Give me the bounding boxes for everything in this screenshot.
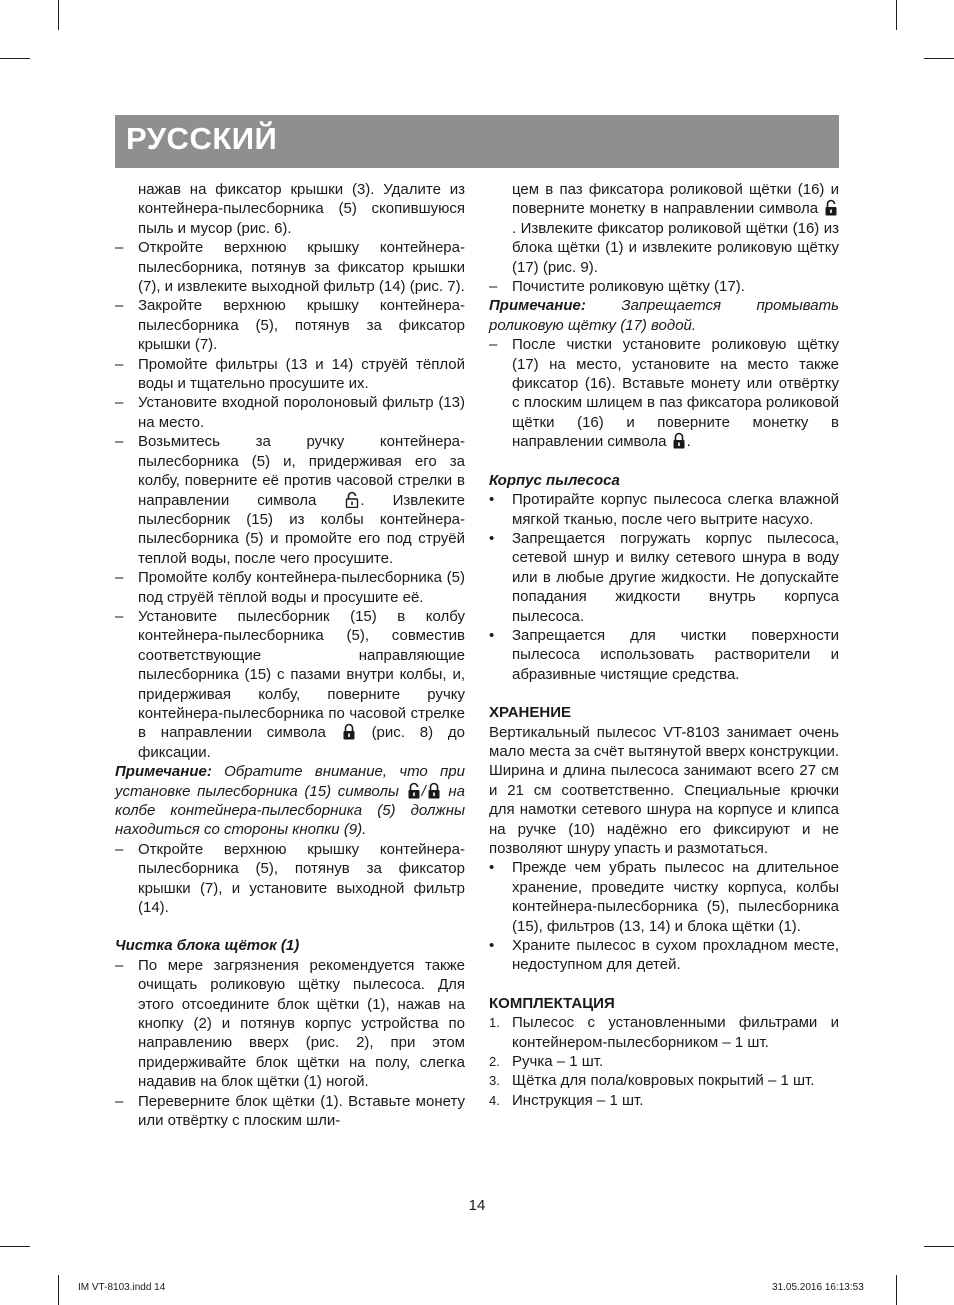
kit-text: Ручка – 1 шт. [512, 1053, 604, 1071]
note-slash: / [421, 782, 426, 800]
dash-marker: – [115, 355, 124, 373]
section-subheading: Чистка блока щёток (1) [115, 937, 300, 955]
kit-number: 4. [489, 1092, 500, 1108]
dash-marker: – [115, 569, 124, 587]
item-text: Закройте верхнюю крышку контейнера-пылесборника (5), потянув за фиксатор крышки (7). [138, 297, 465, 354]
crop-mark [924, 58, 954, 59]
item-text: Установите пылесборник (15) в колбу контейнера-пылесборника (5), совместив соответствующие направляющие пылесборника (15) с пазами внутри колбы, и, придерживая колбу, поверните ручку контейнера-пылесборника по часовой стрелке в направлении символа [138, 607, 465, 742]
list-item [489, 277, 839, 296]
dash-marker: – [115, 394, 124, 412]
left-column [115, 180, 465, 1131]
item-text: Возьмитесь за ручку контейнера-пылесборника (5) и, придерживая его за колбу, поверните её против часовой стрелки в направлении символа [138, 433, 465, 509]
item-text: . [686, 433, 691, 451]
item-text: Почистите роликовую щётку (17). [512, 278, 745, 296]
kit-text: Щётка для пола/ковровых покрытий – 1 шт. [512, 1072, 815, 1090]
crop-mark [0, 1246, 30, 1247]
section-heading: КОМПЛЕКТАЦИЯ [489, 994, 615, 1012]
item-text: Промойте фильтры (13 и 14) струёй тёплой воды и тщательно просушите их. [138, 355, 465, 393]
dash-marker: – [489, 278, 498, 296]
item-text: Запрещается погружать корпус пылесоса, сетевой шнур и вилку сетевого шнура в воду или в любые другие жидкости. Не допускайте попадания жидкости внутрь корпуса пылесоса. [512, 529, 839, 625]
crop-mark [896, 1275, 897, 1305]
crop-mark [924, 1246, 954, 1247]
banner-title: РУССКИЙ [126, 121, 278, 156]
paragraph: нажав на фиксатор крышки (3). Удалите из контейнера-пылесборника (5) скопившуюся пыль и мусор (рис. 6). [138, 181, 465, 237]
kit-item [489, 1052, 839, 1071]
paragraph [489, 180, 839, 277]
kit-number: 1. [489, 1015, 500, 1031]
crop-mark [58, 0, 59, 30]
list-item [115, 432, 465, 568]
item-text: (рис. 8) до фиксации. [138, 724, 466, 761]
language-banner [115, 115, 839, 168]
note [489, 296, 839, 335]
list-item [115, 956, 465, 1092]
bullet-marker: • [489, 529, 495, 547]
item-text: Переверните блок щётки (1). Вставьте монету или отвёртку с плоским шли- [138, 1092, 465, 1130]
list-item [489, 936, 839, 975]
note-text: Запрещается промывать роликовую щётку (17) водой. [489, 297, 840, 334]
item-text: По мере загрязнения рекомендуется также очищать роликовую щётку пылесоса. Для этого отсоедините блок щётки (1), нажав на кнопку (2) и потянув корпус устройства по направлению вверх (рис. 2), при этом придерживайте блок щётки на полу, слегка надавив на блок щётки (1) ногой. [138, 956, 465, 1091]
list-item [115, 296, 465, 354]
crop-mark [58, 1275, 59, 1305]
list-item [115, 393, 465, 432]
list-item [489, 490, 839, 529]
list-item [115, 840, 465, 918]
list-item [489, 626, 839, 684]
lock-icon [342, 723, 356, 740]
kit-text: Пылесос с установленными фильтрами и контейнером-пылесборником – 1 шт. [512, 1014, 839, 1051]
kit-number: 2. [489, 1054, 500, 1070]
lock-icon [427, 782, 441, 799]
kit-item [489, 1071, 839, 1090]
note-text: на колбе контейнера-пылесборника (5) должны находиться со стороны кнопки (9). [115, 782, 466, 839]
note-label: Примечание: [489, 297, 586, 315]
item-text: Промойте колбу контейнера-пылесборника (5) под струёй тёплой воды и просушите её. [138, 569, 465, 606]
paragraph-text: . Извлеките фиксатор роликовой щётки (16) из блока щётки (1) и извлеките роликовую щётку (17) (рис. 9). [512, 219, 839, 276]
note-text: Обратите внимание, что при установке пылесборника (15) символы [115, 763, 465, 800]
dash-marker: – [115, 297, 124, 315]
list-item [115, 568, 465, 607]
right-column [489, 180, 839, 1110]
dash-marker: – [115, 607, 124, 625]
kit-number: 3. [489, 1073, 500, 1089]
crop-mark [896, 0, 897, 30]
dash-marker: – [115, 956, 124, 974]
note-label: Примечание: [115, 763, 212, 781]
dash-marker: – [115, 239, 124, 257]
item-text: Откройте верхнюю крышку контейнера-пылесборника, потянув за фиксатор крышки (7), и извлеките выходной фильтр (14) (рис. 7). [138, 239, 465, 296]
kit-text: Инструкция – 1 шт. [512, 1091, 644, 1109]
bullet-marker: • [489, 937, 495, 955]
unlock-icon [407, 782, 421, 799]
crop-mark [0, 58, 30, 59]
footer-filename: IM VT-8103.indd 14 [78, 1282, 166, 1293]
footer-timestamp: 31.05.2016 16:13:53 [772, 1282, 864, 1293]
page-number: 14 [468, 1197, 486, 1214]
list-item [115, 1092, 465, 1131]
item-text: После чистки установите роликовую щётку (17) на место, установите на место также фиксатор (16). Вставьте монету или отвёртку с плоским шлицем в паз фиксатора роликовой щётки (16) и поверните монетку в направлении символа [512, 336, 839, 451]
dash-marker: – [115, 433, 124, 451]
section-heading: ХРАНЕНИЕ [489, 704, 571, 722]
dash-marker: – [115, 1092, 124, 1110]
list-item [115, 355, 465, 394]
paragraph: Вертикальный пылесос VT-8103 занимает очень мало места за счёт вытянутой вверх конструкции. Ширина и длина пылесоса занимают всего 27 см и 21 см соответственно. Специальные крючки для намотки сетевого шнура на корпусе и клипса на ручке (10) надёжно его фиксируют и не позволяют шнуру упасть и размотаться. [489, 723, 839, 857]
unlock-icon [345, 491, 359, 508]
dash-marker: – [115, 840, 124, 858]
list-item [489, 335, 839, 451]
item-text: Прежде чем убрать пылесос на длительное хранение, проведите чистку корпуса, колбы контейнера-пылесборника (5), пылесборника (15), фильтров (13, 14) и блока щётки (1). [512, 859, 839, 935]
lock-icon [672, 432, 686, 449]
item-text: Откройте верхнюю крышку контейнера-пылесборника (5), потянув за фиксатор крышки (7), и установите выходной фильтр (14). [138, 840, 465, 917]
item-text: Установите входной поролоновый фильтр (13) на место. [138, 394, 465, 431]
item-text: Храните пылесос в сухом прохладном месте, недоступном для детей. [512, 937, 839, 974]
item-text: . Извлеките пылесборник (15) из колбы контейнера-пылесборника (5) и промойте его под струёй теплой воды, после чего просушите. [138, 491, 466, 567]
kit-item [489, 1013, 839, 1052]
item-text: Протирайте корпус пылесоса слегка влажной мягкой тканью, после чего вытрите насухо. [512, 491, 839, 528]
item-text: Запрещается для чистки поверхности пылесоса использовать растворители и абразивные чистящие средства. [512, 626, 839, 683]
list-item [489, 529, 839, 626]
unlock-icon [824, 199, 838, 216]
note [115, 762, 465, 840]
list-item [115, 607, 465, 762]
paragraph-text: цем в паз фиксатора роликовой щётки (16) и поверните монетку в направлении символа [512, 181, 839, 218]
bullet-marker: • [489, 626, 495, 644]
bullet-marker: • [489, 491, 495, 509]
section-subheading: Корпус пылесоса [489, 471, 620, 489]
bullet-marker: • [489, 859, 495, 877]
dash-marker: – [489, 336, 498, 354]
kit-item [489, 1091, 839, 1110]
list-item [489, 858, 839, 936]
list-item [115, 238, 465, 296]
